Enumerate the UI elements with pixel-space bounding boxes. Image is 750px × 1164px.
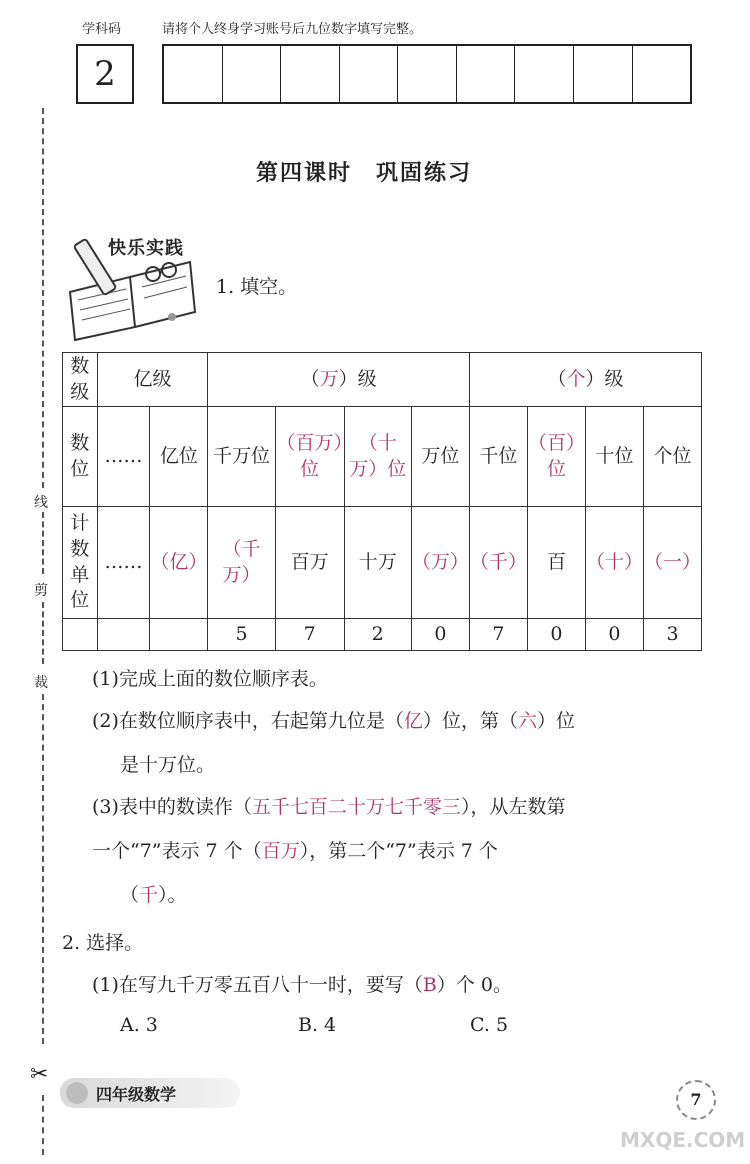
answer-hundred-thousand-position: 六	[517, 710, 537, 732]
place-cell: 个位	[643, 407, 701, 507]
instruction-text: 请将个人终身学习账号后九位数字填写完整。	[162, 22, 423, 37]
digit-box[interactable]	[456, 46, 515, 102]
digit-box[interactable]	[573, 46, 632, 102]
answer-ge: 个	[566, 367, 586, 390]
cut-line-mid1	[42, 512, 44, 574]
cut-line-mid2	[42, 602, 44, 664]
digit-cell	[150, 619, 208, 651]
row-header-level: 数级	[63, 353, 98, 407]
digit-box[interactable]	[514, 46, 573, 102]
unit-cell-answer: （十）	[585, 507, 643, 619]
q1-sub3-line3: （千）。	[120, 884, 187, 906]
level-wan: （万）级	[208, 353, 470, 407]
unit-cell-answer: （亿）	[150, 507, 208, 619]
q2-sub1: (1)在写九千万零五百八十一时，要写（B）个 0。	[92, 974, 513, 996]
digit-cell: 0	[585, 619, 643, 651]
section-badge: 快乐实践	[108, 238, 184, 259]
account-digit-boxes	[162, 44, 692, 104]
answer-choice: B	[422, 974, 437, 996]
answer-reading: 五千七百二十万七千零三	[251, 796, 461, 818]
digit-box[interactable]	[397, 46, 456, 102]
grade-label: 四年级数学	[96, 1085, 177, 1104]
option-b: B. 4	[298, 1014, 337, 1036]
digit-cell: 0	[411, 619, 469, 651]
digit-cell	[97, 619, 150, 651]
cut-line-upper	[42, 108, 44, 488]
answer-ninth-place: 亿	[403, 710, 423, 732]
flower-icon	[66, 1082, 88, 1104]
digit-cell: 5	[208, 619, 275, 651]
margin-char-xian: 线	[34, 495, 48, 511]
watermark: MXQE.COM	[620, 1128, 746, 1152]
digit-box[interactable]	[632, 46, 691, 102]
digit-box[interactable]	[164, 46, 222, 102]
answer-first-seven: 百万	[261, 840, 300, 862]
page-number: 7	[676, 1080, 716, 1120]
digit-cell: 2	[344, 619, 411, 651]
place-cell-answer: （百万）位	[275, 407, 344, 507]
unit-cell-answer: （万）	[411, 507, 469, 619]
subject-code-box	[76, 44, 134, 104]
digit-box[interactable]	[339, 46, 398, 102]
unit-cell: 百	[527, 507, 585, 619]
level-yi: 亿级	[97, 353, 208, 407]
margin-char-jian: 剪	[34, 583, 48, 599]
unit-cell-answer: （千）	[469, 507, 527, 619]
unit-cell: 百万	[275, 507, 344, 619]
place-cell: 千位	[469, 407, 527, 507]
unit-cell-answer: （千万）	[208, 507, 275, 619]
table-row	[63, 507, 702, 619]
q1-sub2: (2)在数位顺序表中，右起第九位是（亿）位，第（六）位	[92, 710, 575, 732]
unit-cell: ……	[97, 507, 150, 619]
margin-char-cai: 裁	[34, 675, 48, 691]
row-header-unit: 计数单位	[63, 507, 98, 619]
option-a: A. 3	[120, 1014, 158, 1036]
page-title: 第四课时 巩固练习	[256, 161, 473, 186]
digit-cell: 7	[469, 619, 527, 651]
digit-box[interactable]	[280, 46, 339, 102]
digit-cell: 3	[643, 619, 701, 651]
place-cell-answer: （十万）位	[344, 407, 411, 507]
subject-code-label: 学科码	[82, 22, 122, 37]
place-cell: ……	[97, 407, 150, 507]
scissors-icon: ✂	[30, 1062, 49, 1087]
place-cell: 亿位	[150, 407, 208, 507]
row-header-place: 数位	[63, 407, 98, 507]
digit-cell	[63, 619, 98, 651]
digit-box[interactable]	[222, 46, 281, 102]
cut-line-lower	[42, 694, 44, 1044]
place-cell-answer: （百）位	[527, 407, 585, 507]
place-cell: 万位	[411, 407, 469, 507]
cut-line-bottom	[42, 1095, 44, 1155]
q1-sub3: (3)表中的数读作（五千七百二十万七千零三），从左数第	[92, 796, 566, 818]
unit-cell: 十万	[344, 507, 411, 619]
answer-wan: 万	[319, 367, 339, 390]
place-cell: 十位	[585, 407, 643, 507]
option-c: C. 5	[470, 1014, 509, 1036]
subject-code-value: 2	[94, 54, 116, 94]
question-1-prompt: 1. 填空。	[216, 276, 298, 298]
unit-cell-answer: （一）	[643, 507, 701, 619]
q1-sub2-cont: 是十万位。	[120, 754, 216, 776]
q1-sub1: (1)完成上面的数位顺序表。	[92, 668, 328, 690]
q1-sub3-line2: 一个“7”表示 7 个（百万），第二个“7”表示 7 个	[92, 840, 498, 862]
place-value-table	[62, 352, 702, 651]
place-cell: 千万位	[208, 407, 275, 507]
table-row	[63, 407, 702, 507]
table-row	[63, 619, 702, 651]
answer-second-seven: 千	[139, 884, 159, 906]
digit-cell: 0	[527, 619, 585, 651]
question-2-prompt: 2. 选择。	[62, 932, 144, 954]
level-ge: （个）级	[469, 353, 701, 407]
table-row	[63, 353, 702, 407]
digit-cell: 7	[275, 619, 344, 651]
